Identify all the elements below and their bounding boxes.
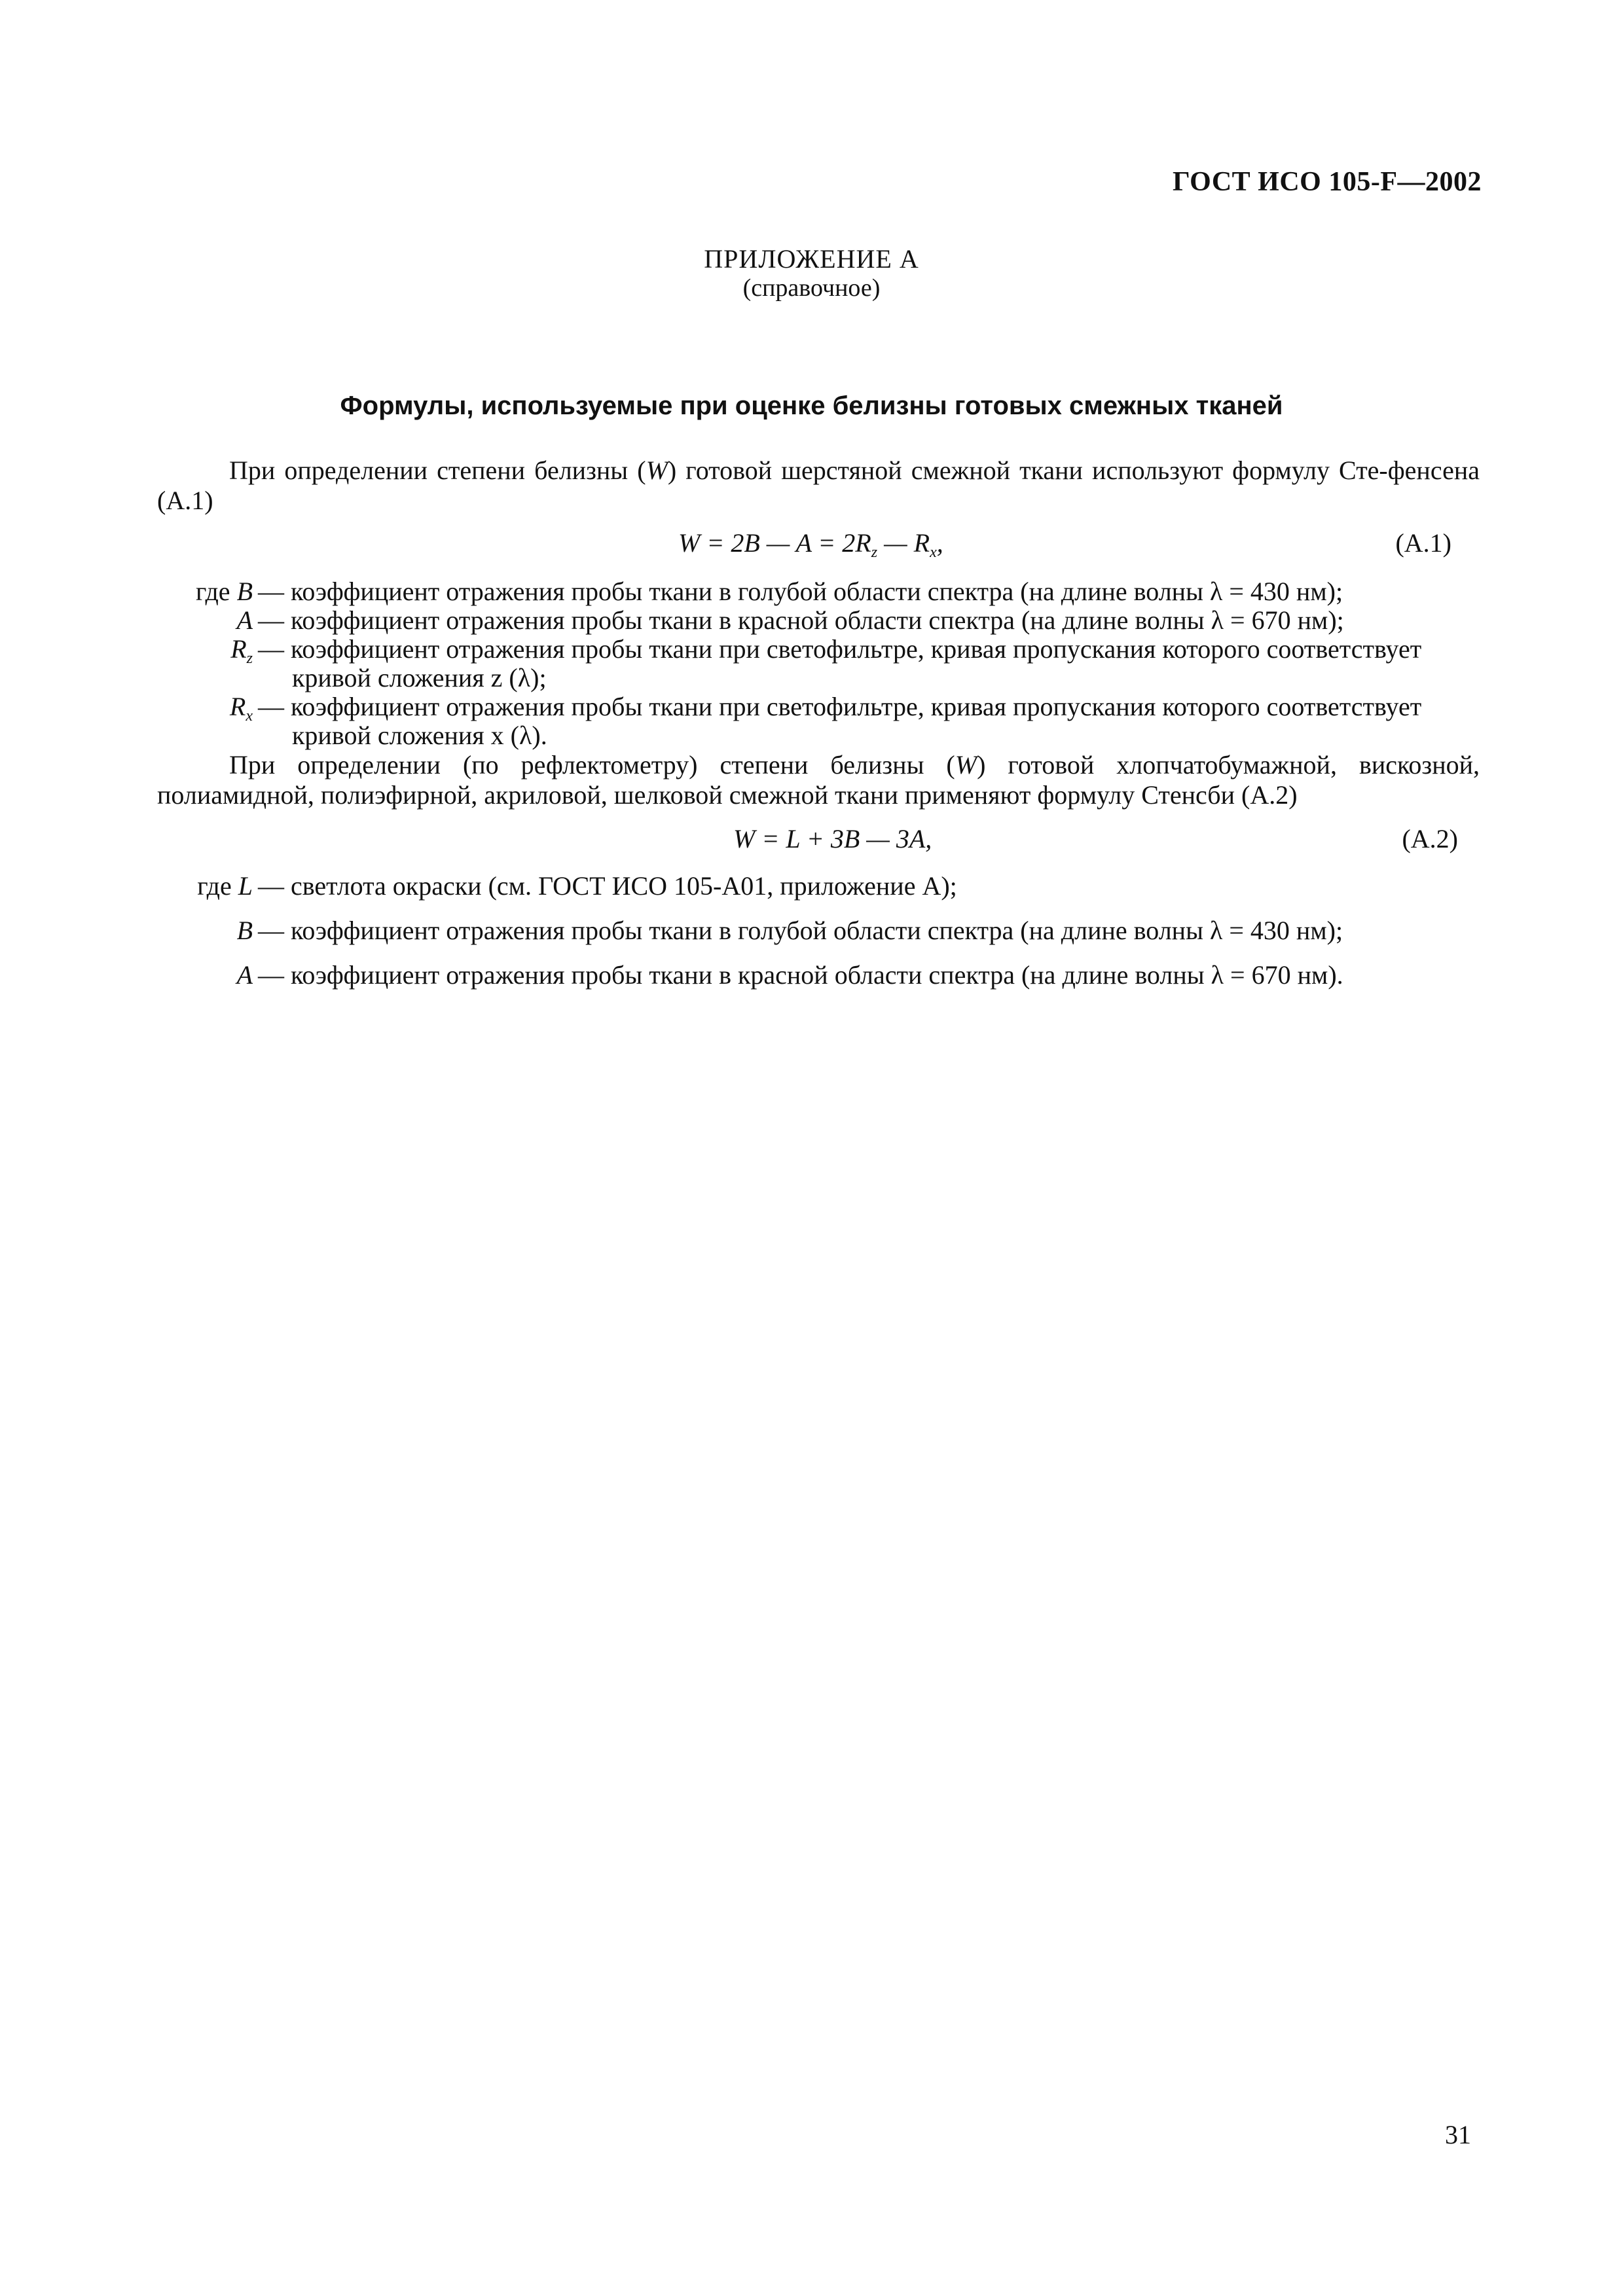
definition-a [157,606,1480,635]
paragraph-text: При определении (по рефлектометру) степени белизны ( [229,750,955,780]
formula-expression: W = 2B — A = 2R [678,528,871,558]
page-number: 31 [1445,2120,1471,2149]
definition-text: — коэффициент отражения пробы ткани в голубой области спектра (на длине волны λ = 430 нм); [258,916,1343,945]
definition-text: — коэффициент отражения пробы ткани в голубой области спектра (на длине волны λ = 430 нм); [258,577,1343,606]
paragraph-intro-2 [157,750,1480,810]
definition-continuation: кривой сложения x (λ). [292,721,547,750]
definition-rz [157,635,1480,692]
definition-symbol: B [236,916,253,945]
annex-title: ПРИЛОЖЕНИЕ А [704,244,919,274]
formula-a2: W = L + 3B — 3A, [733,824,932,853]
definition-b [157,577,1480,606]
definition-a2 [157,961,1480,990]
definition-text: — коэффициент отражения пробы ткани при светофильтре, кривая пропускания которого соответствует [258,634,1422,664]
definition-b2 [157,916,1480,945]
formula-expression: — R [877,528,930,558]
definition-symbol: $R_x$ [229,692,253,725]
definition-text: — коэффициент отражения пробы ткани в красной области спектра (на длине волны λ = 670 нм). [258,960,1343,990]
paragraph-text: ) готовой шерстяной смежной ткани используют формулу Сте-фенсена (А.1) [157,456,1480,515]
variable-w: W [646,456,668,485]
formula-a1 [678,528,943,562]
formula-expression: , [936,528,943,558]
definition-symbol: где L [197,871,253,901]
paragraph-text: ) готовой хлопчатобумажной, вискозной, полиамидной, полиэфирной, акриловой, шелковой смежной ткани применяют формулу Стенсби (А.2) [157,750,1480,810]
variable-w: W [955,750,977,780]
standard-code: ГОСТ ИСО 105-F—2002 [1172,167,1482,197]
definition-continuation: кривой сложения z (λ); [292,663,547,692]
annex-subtitle: (справочное) [742,274,881,302]
definition-symbol: $R_z$ [230,634,253,667]
definition-l [157,872,1480,901]
paragraph-intro-1 [157,456,1480,516]
equation-number-a1: (А.1) [1395,528,1451,558]
definition-text: — коэффициент отражения пробы ткани в красной области спектра (на длине волны λ = 670 нм); [258,605,1344,635]
definition-symbol: где B [196,577,253,606]
equation-number-a2: (А.2) [1402,824,1458,853]
section-title: Формулы, используемые при оценке белизны готовых смежных тканей [340,391,1283,420]
formula-subscript: x [930,544,937,561]
definition-symbol: A [236,960,253,990]
definition-text: — светлота окраски (см. ГОСТ ИСО 105-А01, приложение А); [258,871,957,901]
definition-symbol: A [236,605,253,635]
formula-subscript: z [871,544,878,561]
definition-text: — коэффициент отражения пробы ткани при светофильтре, кривая пропускания которого соответствует [258,692,1422,721]
definition-rx [157,692,1480,750]
paragraph-text: При определении степени белизны ( [229,456,646,485]
